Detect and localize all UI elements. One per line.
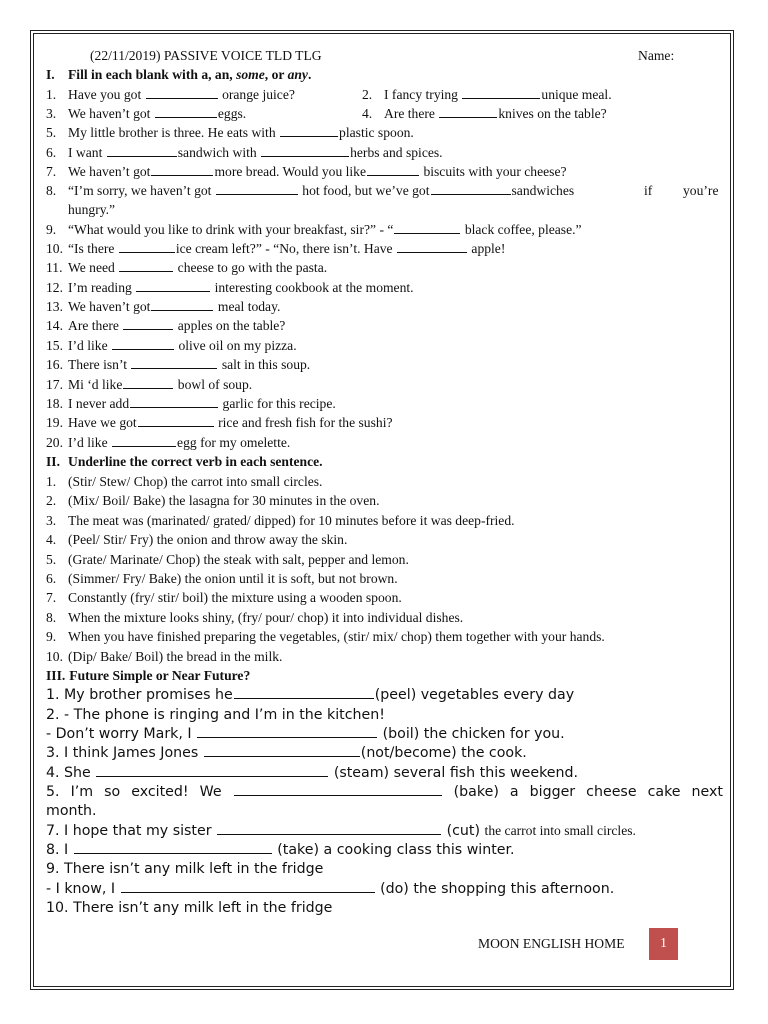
exercise-2-item bbox=[46, 649, 723, 665]
text-segment: Are there bbox=[384, 106, 435, 121]
answer-blank[interactable] bbox=[123, 318, 173, 330]
answer-blank[interactable] bbox=[74, 841, 272, 854]
text-segment: (Mix/ Boil/ Bake) the lasagna for 30 minutes in the oven. bbox=[68, 493, 380, 508]
text-segment: unique meal. bbox=[541, 87, 612, 102]
text-segment: We haven’t got bbox=[68, 164, 151, 179]
text-segment: When the mixture looks shiny, (fry/ pour/ chop) it into individual dishes. bbox=[68, 610, 464, 625]
footer-brand: MOON ENGLISH HOME bbox=[478, 936, 625, 951]
text-segment: I want bbox=[68, 145, 103, 160]
text-segment: bowl of soup. bbox=[177, 377, 253, 392]
text-segment: ice cream left?” - “No, there isn’t. Have bbox=[175, 241, 393, 256]
text-segment: sandwich with bbox=[177, 145, 257, 160]
text-segment: “What would you like to drink with your breakfast, sir?” - “ bbox=[68, 222, 394, 237]
text-segment: 5. bbox=[46, 125, 57, 140]
text-segment: meal today. bbox=[217, 299, 281, 314]
text-segment: 15. bbox=[46, 338, 63, 353]
answer-blank[interactable] bbox=[397, 241, 467, 253]
answer-blank[interactable] bbox=[151, 299, 213, 311]
text-segment: II. bbox=[46, 454, 60, 469]
answer-blank[interactable] bbox=[261, 145, 349, 157]
answer-blank[interactable] bbox=[112, 435, 176, 447]
text-segment: (not/become) the cook. bbox=[360, 745, 527, 761]
answer-blank[interactable] bbox=[107, 145, 177, 157]
text-segment: We haven’t got bbox=[68, 106, 151, 121]
text-segment: I’d like bbox=[68, 338, 108, 353]
exercise-1-item-12 bbox=[46, 280, 723, 296]
answer-blank[interactable] bbox=[130, 396, 218, 408]
exercise-1-item-5 bbox=[46, 125, 723, 141]
text-segment: Mi ‘d like bbox=[68, 377, 123, 392]
text-segment: month. bbox=[46, 803, 97, 819]
answer-blank[interactable] bbox=[280, 125, 338, 137]
answer-blank[interactable] bbox=[462, 87, 540, 99]
text-segment: rice and fresh fish for the sushi? bbox=[218, 415, 393, 430]
text-segment: “I’m sorry, we haven’t got bbox=[68, 183, 212, 198]
answer-blank[interactable] bbox=[151, 164, 213, 176]
text-segment: plastic spoon. bbox=[339, 125, 414, 140]
text-segment: 4. bbox=[46, 532, 57, 547]
text-segment: We haven’t got bbox=[68, 299, 151, 314]
exercise-1-item-13 bbox=[46, 299, 723, 315]
text-segment: 6. bbox=[46, 145, 57, 160]
text-segment: (Peel/ Stir/ Fry) the onion and throw away the skin. bbox=[68, 532, 348, 547]
text-segment: Are there bbox=[68, 318, 119, 333]
exercise-3-item-9 bbox=[46, 860, 723, 878]
text-segment: 13. bbox=[46, 299, 63, 314]
exercise-1-item-16 bbox=[46, 357, 723, 373]
text-segment: 10. bbox=[46, 241, 63, 256]
exercise-1-item-6 bbox=[46, 145, 723, 161]
text-segment: 8. I bbox=[46, 842, 69, 858]
answer-blank[interactable] bbox=[155, 106, 217, 118]
text-segment: apple! bbox=[471, 241, 506, 256]
exercise-1-item-9 bbox=[46, 222, 723, 238]
exercise-1-row-3-4 bbox=[46, 106, 723, 122]
text-segment: 18. bbox=[46, 396, 63, 411]
exercise-1-item-8-cont bbox=[46, 202, 723, 218]
text-segment: any bbox=[287, 67, 308, 82]
text-segment: 5. I’m so excited! We bbox=[46, 784, 222, 800]
text-segment: biscuits with your cheese? bbox=[423, 164, 567, 179]
section-2-title bbox=[46, 454, 723, 470]
answer-blank[interactable] bbox=[431, 183, 511, 195]
text-segment: apples on the table? bbox=[177, 318, 286, 333]
text-segment: 4. She bbox=[46, 765, 91, 781]
answer-blank[interactable] bbox=[123, 377, 173, 389]
text-segment: When you have finished preparing the vegetables, (stir/ mix/ chop) them together with your hands. bbox=[68, 629, 605, 644]
text-segment: 10. There isn’t any milk left in the fridge bbox=[46, 900, 333, 916]
text-segment: the carrot into small circles. bbox=[484, 823, 636, 838]
answer-blank[interactable] bbox=[96, 764, 328, 777]
exercise-2-item bbox=[46, 532, 723, 548]
text-segment: you’re bbox=[683, 183, 719, 198]
answer-blank[interactable] bbox=[119, 241, 175, 253]
text-segment: 8. bbox=[46, 610, 57, 625]
text-segment: 8. bbox=[46, 183, 57, 198]
text-segment: (do) the shopping this afternoon. bbox=[380, 881, 615, 897]
text-segment: 2. bbox=[46, 493, 57, 508]
exercise-3-item-10 bbox=[46, 899, 723, 917]
answer-blank[interactable] bbox=[234, 783, 442, 796]
text-segment: some bbox=[236, 67, 265, 82]
text-segment: 1. bbox=[46, 87, 57, 102]
exercise-3-item-5-cont bbox=[46, 802, 723, 820]
text-segment: (Simmer/ Fry/ Bake) the onion until it is soft, but not brown. bbox=[68, 571, 398, 586]
answer-blank[interactable] bbox=[394, 222, 460, 234]
text-segment: I’m reading bbox=[68, 280, 132, 295]
text-segment: 9. bbox=[46, 222, 57, 237]
text-segment: “Is there bbox=[68, 241, 115, 256]
exercise-3-item-4 bbox=[46, 764, 723, 782]
text-segment: 7. bbox=[46, 590, 57, 605]
exercise-3-item-2-reply bbox=[46, 725, 723, 743]
text-segment: There isn’t bbox=[68, 357, 128, 372]
answer-blank[interactable] bbox=[439, 106, 497, 118]
answer-blank[interactable] bbox=[367, 164, 419, 176]
text-segment: . bbox=[307, 67, 312, 82]
text-segment: , or bbox=[264, 67, 288, 82]
text-segment: We need bbox=[68, 260, 115, 275]
answer-blank[interactable] bbox=[146, 87, 218, 99]
exercise-2-item bbox=[46, 610, 723, 626]
text-segment: Constantly (fry/ stir/ boil) the mixture using a wooden spoon. bbox=[68, 590, 402, 605]
text-segment: 7. bbox=[46, 164, 57, 179]
exercise-1-item-17 bbox=[46, 377, 723, 393]
text-segment: I’d like bbox=[68, 435, 108, 450]
text-segment: Future Simple or Near Future? bbox=[69, 668, 251, 683]
exercise-3-item-8 bbox=[46, 841, 723, 859]
text-segment: 4. bbox=[362, 106, 373, 121]
text-segment: sandwiches bbox=[511, 183, 575, 198]
text-segment: 1. My brother promises he bbox=[46, 687, 233, 703]
text-segment: salt in this soup. bbox=[221, 357, 311, 372]
exercise-1-item-14 bbox=[46, 318, 723, 334]
answer-blank[interactable] bbox=[131, 357, 217, 369]
exercise-1-item-15 bbox=[46, 338, 723, 354]
exercise-1-item-7 bbox=[46, 164, 723, 180]
answer-blank[interactable] bbox=[112, 338, 174, 350]
text-segment: more bread. Would you like bbox=[214, 164, 367, 179]
text-group bbox=[362, 87, 612, 103]
answer-blank[interactable] bbox=[119, 260, 173, 272]
text-segment: (take) a cooking class this winter. bbox=[277, 842, 515, 858]
answer-blank[interactable] bbox=[136, 280, 210, 292]
text-segment: 7. I hope that my sister bbox=[46, 823, 212, 839]
text-segment: 6. bbox=[46, 571, 57, 586]
text-segment: 19. bbox=[46, 415, 63, 430]
text-segment: - I know, I bbox=[46, 881, 116, 897]
text-segment: interesting cookbook at the moment. bbox=[214, 280, 414, 295]
exercise-2-item bbox=[46, 474, 723, 490]
text-segment: 3. bbox=[46, 106, 57, 121]
text-segment: (Stir/ Stew/ Chop) the carrot into small circles. bbox=[68, 474, 323, 489]
text-segment: I fancy trying bbox=[384, 87, 458, 102]
text-segment: garlic for this recipe. bbox=[222, 396, 336, 411]
text-segment: Have you got bbox=[68, 87, 142, 102]
text-segment: 12. bbox=[46, 280, 63, 295]
section-1-title bbox=[46, 67, 723, 83]
text-segment: (boil) the chicken for you. bbox=[382, 726, 565, 742]
exercise-1-item-18 bbox=[46, 396, 723, 412]
exercise-3-item-1 bbox=[46, 686, 723, 704]
text-segment: Have we got bbox=[68, 415, 137, 430]
text-segment: (Dip/ Bake/ Boil) the bread in the milk. bbox=[68, 649, 283, 664]
text-segment: 2. bbox=[362, 87, 373, 102]
exercise-2-item bbox=[46, 513, 723, 529]
text-segment: eggs. bbox=[217, 106, 247, 121]
text-segment: 1. bbox=[46, 474, 57, 489]
exercise-1-item-8 bbox=[46, 183, 723, 199]
exercise-1-row-1-2 bbox=[46, 87, 723, 103]
exercise-3-item-2 bbox=[46, 706, 723, 724]
text-segment: (cut) bbox=[446, 823, 481, 839]
text-segment: hot food, but we’ve got bbox=[302, 183, 430, 198]
text-segment: III. bbox=[46, 668, 66, 683]
page-footer bbox=[478, 928, 678, 960]
text-segment: I. bbox=[46, 67, 55, 82]
exercise-2-item bbox=[46, 552, 723, 568]
text-segment: (steam) several fish this weekend. bbox=[333, 765, 579, 781]
exercise-3-item-5 bbox=[46, 783, 723, 801]
text-segment: 5. bbox=[46, 552, 57, 567]
text-segment: Fill in each blank with a, an, bbox=[68, 67, 237, 82]
exercise-2-item bbox=[46, 629, 723, 645]
text-segment: The meat was (marinated/ grated/ dipped) for 10 minutes before it was deep-fried. bbox=[68, 513, 515, 528]
text-segment: 2. - The phone is ringing and I’m in the kitchen! bbox=[46, 707, 385, 723]
text-segment: 17. bbox=[46, 377, 63, 392]
answer-blank[interactable] bbox=[197, 725, 377, 738]
text-segment: cheese to go with the pasta. bbox=[177, 260, 328, 275]
text-segment: 9. bbox=[46, 629, 57, 644]
text-segment: (Grate/ Marinate/ Chop) the steak with salt, pepper and lemon. bbox=[68, 552, 409, 567]
exercise-2-item bbox=[46, 571, 723, 587]
text-segment: 11. bbox=[46, 260, 63, 275]
text-group bbox=[362, 106, 607, 122]
page-number-badge: 1 bbox=[649, 928, 678, 960]
exercise-3-item-3 bbox=[46, 744, 723, 762]
answer-blank[interactable] bbox=[121, 880, 375, 893]
text-segment: 16. bbox=[46, 357, 63, 372]
text-segment: (peel) vegetables every day bbox=[374, 687, 575, 703]
text-segment: olive oil on my pizza. bbox=[178, 338, 297, 353]
text-segment: knives on the table? bbox=[498, 106, 607, 121]
exercise-2-item bbox=[46, 590, 723, 606]
text-segment: - Don’t worry Mark, I bbox=[46, 726, 192, 742]
section-3-title bbox=[46, 668, 723, 684]
text-segment: black coffee, please.” bbox=[464, 222, 582, 237]
text-segment: if bbox=[644, 183, 653, 198]
text-segment: 14. bbox=[46, 318, 63, 333]
text-segment: (bake) a bigger cheese cake next bbox=[453, 784, 723, 800]
exercise-1-item-19 bbox=[46, 415, 723, 431]
exercise-1-item-10 bbox=[46, 241, 723, 257]
exercise-3-item-9-reply bbox=[46, 880, 723, 898]
exercise-1-item-11 bbox=[46, 260, 723, 276]
answer-blank[interactable] bbox=[138, 415, 214, 427]
answer-blank[interactable] bbox=[204, 744, 360, 757]
text-segment: I never add bbox=[68, 396, 130, 411]
answer-blank[interactable] bbox=[217, 822, 441, 835]
text-segment: hungry.” bbox=[68, 202, 116, 217]
name-label: Name: bbox=[638, 48, 675, 63]
text-segment: Underline the correct verb in each sentence. bbox=[68, 454, 323, 469]
text-segment: 3. bbox=[46, 513, 57, 528]
answer-blank[interactable] bbox=[234, 686, 374, 699]
exercise-2-item bbox=[46, 493, 723, 509]
text-segment: My little brother is three. He eats with bbox=[68, 125, 276, 140]
exercise-3-item-7 bbox=[46, 822, 723, 840]
answer-blank[interactable] bbox=[216, 183, 298, 195]
text-segment: egg for my omelette. bbox=[177, 435, 291, 450]
worksheet-title: (22/11/2019) PASSIVE VOICE TLD TLG bbox=[90, 48, 322, 63]
exercise-1-item-20 bbox=[46, 435, 723, 451]
text-segment: 3. I think James Jones bbox=[46, 745, 199, 761]
text-segment: 9. There isn’t any milk left in the fridge bbox=[46, 861, 324, 877]
text-segment: herbs and spices. bbox=[350, 145, 443, 160]
text-segment: orange juice? bbox=[222, 87, 295, 102]
text-segment: 20. bbox=[46, 435, 63, 450]
text-segment: 10. bbox=[46, 649, 63, 664]
